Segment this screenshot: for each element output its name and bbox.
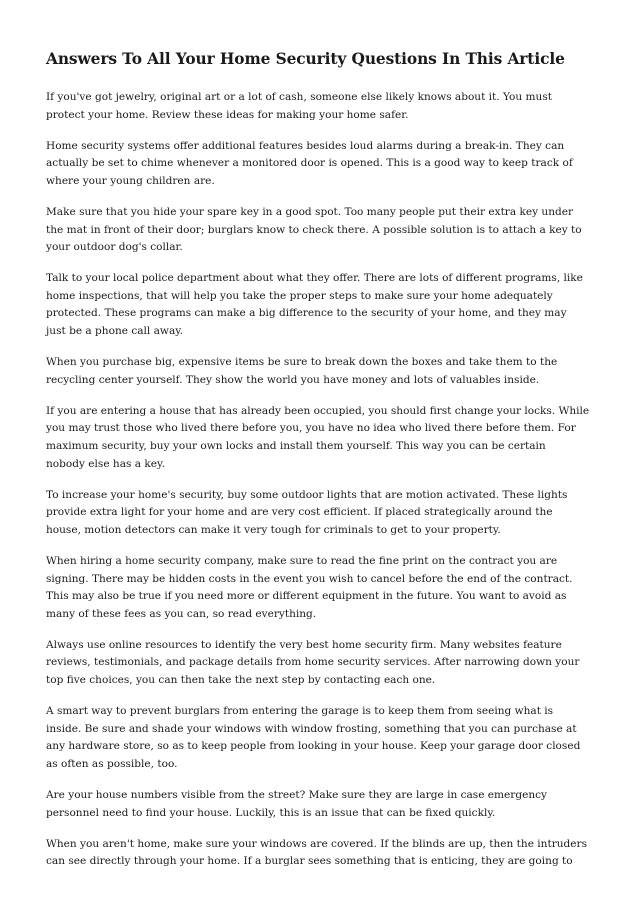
paragraph-line: many of these fees as you can, so read everything. — [46, 607, 317, 620]
paragraph-line: Always use online resources to identify the very best home security firm. Many websites feature — [46, 638, 562, 651]
paragraph-line: top five choices, you can then take the next step by contacting each one. — [46, 674, 436, 687]
paragraph-line: provide extra light for your home and are very cost efficient. If placed strategically around the — [46, 506, 553, 519]
paragraph-line: This may also be true if you need more or different equipment in the future. You want to avoid as — [46, 590, 567, 603]
paragraph-line: personnel need to find your house. Luckily, this is an issue that can be fixed quickly. — [46, 806, 496, 819]
article-body — [46, 89, 592, 871]
paragraph — [46, 204, 592, 257]
paragraph-line: protect your home. Review these ideas for making your home safer. — [46, 108, 409, 121]
page-title: Answers To All Your Home Security Questions In This Article — [46, 50, 565, 68]
paragraph — [46, 487, 592, 540]
paragraph-line: When hiring a home security company, make sure to read the fine print on the contract you are — [46, 554, 558, 567]
paragraph-line: just be a phone call away. — [46, 325, 184, 338]
paragraph-line: If you've got jewelry, original art or a lot of cash, someone else likely knows about it. You must — [46, 91, 552, 103]
paragraph-line: home inspections, that will help you take the proper steps to make sure your home adequately — [46, 289, 553, 302]
paragraph — [46, 138, 592, 191]
paragraph — [46, 354, 592, 389]
paragraph-line: Make sure that you hide your spare key in a good spot. Too many people put their extra key under — [46, 205, 574, 218]
paragraph — [46, 270, 592, 340]
paragraph-line: signing. There may be hidden costs in the event you wish to cancel before the end of the contract. — [46, 572, 573, 585]
document-page — [46, 48, 592, 884]
paragraph — [46, 703, 592, 773]
paragraph-line: actually be set to chime whenever a monitored door is opened. This is a good way to keep track of — [46, 157, 573, 170]
paragraph-line: Are your house numbers visible from the street? Make sure they are large in case emergency — [46, 789, 547, 801]
paragraph-line: nobody else has a key. — [46, 457, 165, 470]
paragraph — [46, 637, 592, 690]
paragraph-line: When you aren't home, make sure your windows are covered. If the blinds are up, then the intruders — [46, 837, 587, 850]
paragraph-line: the mat in front of their door; burglars know to check there. A possible solution is to attach a key to — [46, 223, 582, 236]
paragraph-line: protected. These programs can make a big difference to the security of your home, and they may — [46, 307, 567, 320]
paragraph-line: If you are entering a house that has already been occupied, you should first change your locks. While — [46, 404, 590, 417]
paragraph-line: Talk to your local police department about what they offer. There are lots of different programs, like — [46, 272, 583, 285]
paragraph-line: reviews, testimonials, and package details from home security services. After narrowing down your — [46, 656, 580, 669]
paragraph — [46, 553, 592, 623]
paragraph-line: inside. Be sure and shade your windows with window frosting, something that you can purchase at — [46, 722, 577, 735]
paragraph — [46, 836, 592, 871]
paragraph-line: you may trust those who lived there before you, you have no idea who lived there before them. For — [46, 422, 576, 435]
paragraph-line: as often as possible, too. — [46, 757, 178, 770]
paragraph-line: A smart way to prevent burglars from entering the garage is to keep them from seeing what is — [46, 705, 554, 718]
paragraph — [46, 89, 592, 124]
paragraph-line: recycling center yourself. They show the world you have money and lots of valuables inside. — [46, 373, 540, 386]
paragraph-line: To increase your home's security, buy some outdoor lights that are motion activated. These lights — [46, 488, 568, 501]
paragraph-line: Home security systems offer additional features besides loud alarms during a break-in. They can — [46, 139, 565, 152]
paragraph-line: your outdoor dog's collar. — [46, 241, 183, 254]
paragraph-line: any hardware store, so as to keep people from looking in your house. Keep your garage door closed — [46, 740, 581, 753]
paragraph-line: When you purchase big, expensive items be sure to break down the boxes and take them to the — [46, 356, 558, 369]
paragraph-line: where your young children are. — [46, 174, 215, 187]
paragraph-line: house, motion detectors can make it very tough for criminals to get to your property. — [46, 523, 501, 536]
paragraph — [46, 787, 592, 822]
paragraph — [46, 403, 592, 473]
paragraph-line: can see directly through your home. If a burglar sees something that is enticing, they are going to — [46, 855, 573, 868]
paragraph-line: maximum security, buy your own locks and install them yourself. This way you can be certain — [46, 440, 546, 452]
